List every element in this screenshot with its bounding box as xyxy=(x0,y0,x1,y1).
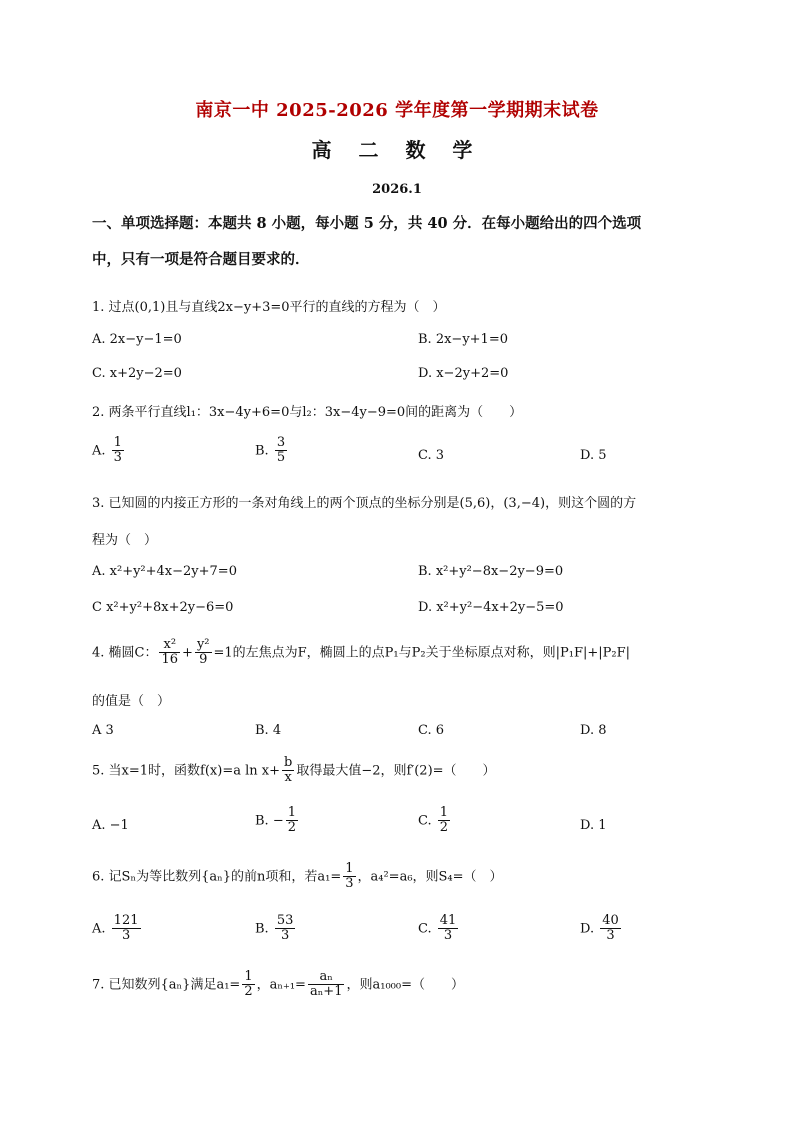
question-5-option-d: D. 1 xyxy=(580,818,607,833)
question-2-option-a xyxy=(92,436,126,466)
question-4-option-d: D. 8 xyxy=(580,723,607,738)
denominator: 3 xyxy=(113,450,122,466)
section-heading-line1: 一、单项选择题：本题共 8 小题，每小题 5 分，共 40 分．在每小题给出的四个选项 xyxy=(92,215,642,232)
question-1-option-a: A. 2x−y−1=0 xyxy=(92,332,182,347)
fraction xyxy=(275,436,287,466)
question-3-stem-cont: 程为（ ） xyxy=(92,533,158,548)
fraction xyxy=(112,436,124,466)
question-2-stem: 2. 两条平行直线l₁：3x−4y+6=0与l₂：3x−4y−9=0间的距离为（ ） xyxy=(92,405,523,420)
numerator: y² xyxy=(196,637,210,652)
stem-pre: 7. 已知数列{aₙ}满足a₁= xyxy=(92,977,241,993)
section-heading-line2: 中，只有一项是符合题目要求的． xyxy=(92,251,310,268)
stem-pre: 5. 当x=1时，函数f(x)=a ln x+ xyxy=(92,763,280,779)
question-3-stem: 3. 已知圆的内接正方形的一条对角线上的两个顶点的坐标分别是(5,6)，(3,−4)，则这个圆的方 xyxy=(92,496,637,511)
question-6-option-b xyxy=(255,914,297,944)
numerator: 1 xyxy=(345,861,354,876)
numerator: 1 xyxy=(113,435,122,450)
question-3-option-d: D. x²+y²−4x+2y−5=0 xyxy=(418,600,564,615)
question-6-option-d xyxy=(580,914,623,944)
option-label: A. xyxy=(92,921,106,937)
denominator: 2 xyxy=(287,820,296,836)
question-5-option-a: A. −1 xyxy=(92,818,129,833)
denominator: 3 xyxy=(443,928,453,944)
question-4-stem-cont: 的值是（ ） xyxy=(92,694,171,709)
exam-title: 南京一中 2025-2026 学年度第一学期期末试卷 xyxy=(195,100,599,121)
question-6-stem xyxy=(92,862,712,892)
denominator: aₙ+1 xyxy=(309,984,343,1000)
numerator: aₙ xyxy=(308,970,345,985)
fraction xyxy=(600,914,621,944)
numerator: b xyxy=(283,755,293,770)
numerator: 40 xyxy=(602,913,619,928)
fraction xyxy=(438,914,459,944)
denominator: 3 xyxy=(121,928,131,944)
question-5-option-c xyxy=(418,806,452,836)
stem-pre: 4. 椭圆C： xyxy=(92,645,158,661)
fraction xyxy=(242,970,254,1000)
question-2-option-c: C. 3 xyxy=(418,448,445,463)
fraction xyxy=(275,914,296,944)
fraction xyxy=(308,970,345,1000)
question-2-option-d: D. 5 xyxy=(580,448,607,463)
question-1-option-c: C. x+2y−2=0 xyxy=(92,366,182,381)
option-label: A. xyxy=(92,443,106,459)
fraction xyxy=(343,862,355,892)
numerator: 1 xyxy=(439,805,449,820)
stem-post: ，a₄²=a₆，则S₄=（ ） xyxy=(357,869,503,885)
fraction xyxy=(282,756,294,786)
option-label: B. − xyxy=(255,813,284,829)
fraction xyxy=(286,806,298,836)
question-3-option-c: C x²+y²+8x+2y−6=0 xyxy=(92,600,234,615)
question-5-stem xyxy=(92,756,712,786)
question-3-option-a: A. x²+y²+4x−2y+7=0 xyxy=(92,564,237,579)
question-4-option-a: A 3 xyxy=(92,723,114,738)
question-6-option-a xyxy=(92,914,143,944)
question-2-option-b xyxy=(255,436,289,466)
numerator: 1 xyxy=(287,805,296,820)
denominator: 9 xyxy=(199,652,208,668)
fraction xyxy=(159,638,180,668)
question-6-option-c xyxy=(418,914,460,944)
question-4-stem: 4. 椭圆C： $\frac{\text{x²}}{16}$ + $\frac{\text{y²}}{9}$ =1的左焦点为F，椭圆上的点P₁与P₂关于坐标原点对称，则|P₁F|+|P₂F| xyxy=(92,637,630,668)
denominator: 3 xyxy=(606,928,615,944)
numerator: 3 xyxy=(276,435,286,450)
fraction xyxy=(112,914,141,944)
numerator: 121 xyxy=(113,913,139,928)
question-7-stem xyxy=(92,970,712,1000)
denominator: 2 xyxy=(244,984,253,1000)
question-1-option-b: B. 2x−y+1=0 xyxy=(418,332,508,347)
option-label: C. xyxy=(418,921,432,937)
question-4-option-c: C. 6 xyxy=(418,723,445,738)
numerator: 1 xyxy=(244,969,253,984)
option-label: D. xyxy=(580,921,595,937)
numerator: x² xyxy=(159,638,180,653)
question-1-stem: 1. 过点(0,1)且与直线2x−y+3=0平行的直线的方程为（ ） xyxy=(92,300,446,315)
denominator: 5 xyxy=(276,450,286,466)
stem-pre: 6. 记Sₙ为等比数列{aₙ}的前n项和，若a₁= xyxy=(92,869,342,885)
fraction xyxy=(438,806,450,836)
denominator: 3 xyxy=(345,876,354,892)
option-label: B. xyxy=(255,921,269,937)
numerator: 53 xyxy=(276,913,294,928)
denominator: x xyxy=(284,770,292,786)
stem-post: 取得最大值−2，则f′(2)=（ ） xyxy=(296,763,496,779)
question-3-option-b: B. x²+y²−8x−2y−9=0 xyxy=(418,564,564,579)
option-label: C. xyxy=(418,813,432,829)
denominator: 16 xyxy=(161,652,179,668)
stem-mid: ，aₙ₊₁= xyxy=(256,977,306,993)
question-5-option-b xyxy=(255,806,300,836)
option-label: B. xyxy=(255,443,269,459)
exam-subtitle: 高 二 数 学 xyxy=(311,138,483,162)
question-1-option-d: D. x−2y+2=0 xyxy=(418,366,509,381)
denominator: 2 xyxy=(439,820,449,836)
denominator: 3 xyxy=(280,928,290,944)
stem-post: =1的左焦点为F，椭圆上的点P₁与P₂关于坐标原点对称，则|P₁F|+|P₂F| xyxy=(213,645,630,661)
exam-date: 2026.1 xyxy=(372,182,422,197)
question-4-option-b: B. 4 xyxy=(255,723,282,738)
stem-post: ，则a₁₀₀₀=（ ） xyxy=(346,977,464,993)
fraction xyxy=(195,638,212,668)
numerator: 41 xyxy=(439,913,457,928)
